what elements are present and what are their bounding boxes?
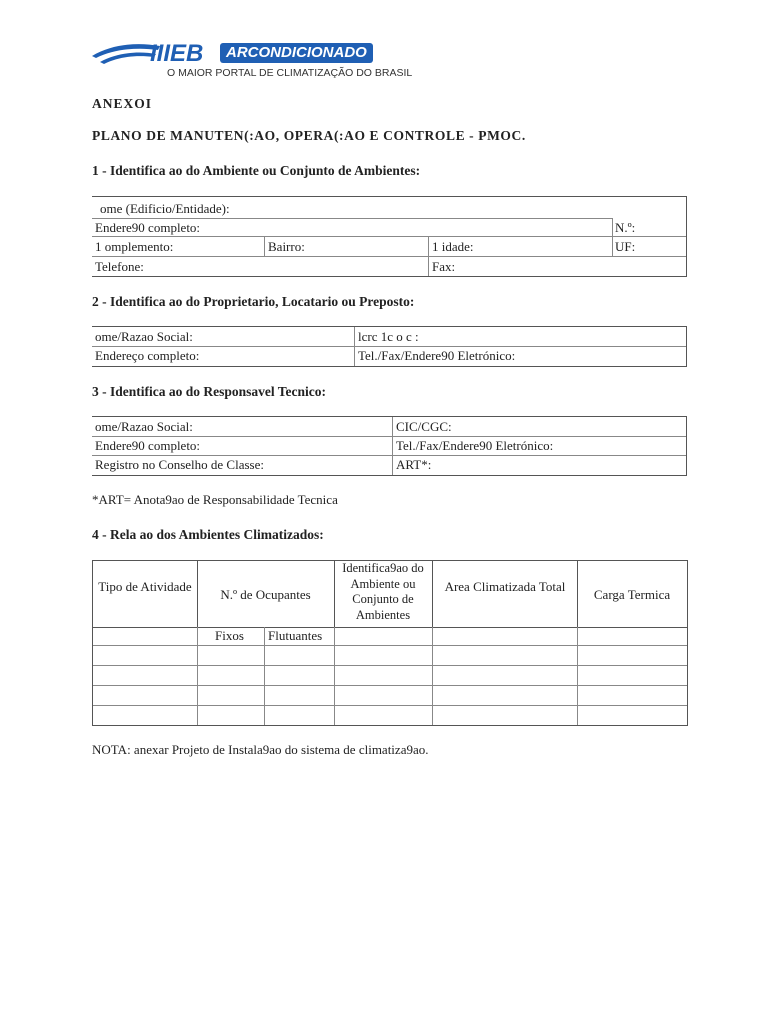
field-bairro-label: Bairro: <box>268 239 305 254</box>
brand-logo <box>92 40 412 82</box>
field-razao-label: ome/Razao Social: <box>95 329 193 344</box>
field-endereco-label: Endere90 completo: <box>95 220 201 235</box>
col-ocupantes-header: N.º de Ocupantes <box>220 587 311 602</box>
brand-tagline: O MAIOR PORTAL DE CLIMATIZAÇÃO DO BRASIL <box>167 67 413 79</box>
field-razao3-label: ome/Razao Social: <box>95 419 193 434</box>
section4-heading: 4 - Rela ao dos Ambientes Climatizados: <box>92 527 324 542</box>
brand-pill: ARCONDICIONADO <box>220 43 373 63</box>
field-cic-label: CIC/CGC: <box>396 419 452 434</box>
field-contato2-label: Tel./Fax/Endere90 Eletrónico: <box>358 348 516 363</box>
sub-flutuantes-label: Flutuantes <box>268 628 323 643</box>
field-complemento-label: 1 omplemento: <box>95 239 174 254</box>
col-carga-header: Carga Termica <box>593 587 671 602</box>
annex-title: ANEXOI <box>92 96 153 111</box>
section1-table <box>92 196 687 277</box>
brand-name: IIIEB <box>150 40 204 67</box>
field-nome-label: ome (Edificio/Entidade): <box>100 201 230 216</box>
col-ident-header: Identifica9ao do Ambiente ou Conjunto de Ambientes <box>342 561 424 622</box>
plan-title: PLANO DE MANUTEN(:AO, OPERA(:AO E CONTROLE - PMOC. <box>92 128 526 143</box>
field-contato3-label: Tel./Fax/Endere90 Eletrónico: <box>396 438 554 453</box>
field-endereco2-label: Endereço completo: <box>95 348 200 363</box>
nota-text: NOTA: anexar Projeto de Instala9ao do sistema de climatiza9ao. <box>92 742 429 757</box>
field-uf-label: UF: <box>615 239 636 254</box>
field-cpf-label: lcrc 1c o c : <box>358 329 419 344</box>
field-fax-label: Fax: <box>432 259 456 274</box>
section4-table <box>92 560 688 726</box>
field-cidade-label: 1 idade: <box>432 239 474 254</box>
col-tipo-header: Tipo de Atividade <box>98 579 192 594</box>
field-numero-label: N.º: <box>615 220 636 235</box>
section3-table <box>92 416 687 476</box>
field-endereco3-label: Endere90 completo: <box>95 438 201 453</box>
sub-fixos-label: Fixos <box>215 628 244 643</box>
field-registro-label: Registro no Conselho de Classe: <box>95 457 264 472</box>
section2-table <box>92 326 687 367</box>
table-row <box>93 705 687 706</box>
section3-heading: 3 - Identifica ao do Responsavel Tecnico: <box>92 384 327 399</box>
table-row <box>93 645 687 646</box>
field-art-label: ART*: <box>396 457 432 472</box>
col-area-header: Area Climatizada Total <box>444 579 566 594</box>
section2-heading: 2 - Identifica ao do Proprietario, Locatario ou Preposto: <box>92 294 415 309</box>
table-row <box>93 665 687 666</box>
table-row <box>93 685 687 686</box>
art-note: *ART= Anota9ao de Responsabilidade Tecnica <box>92 492 338 507</box>
section1-heading: 1 - Identifica ao do Ambiente ou Conjunto de Ambientes: <box>92 163 421 178</box>
field-telefone-label: Telefone: <box>95 259 144 274</box>
